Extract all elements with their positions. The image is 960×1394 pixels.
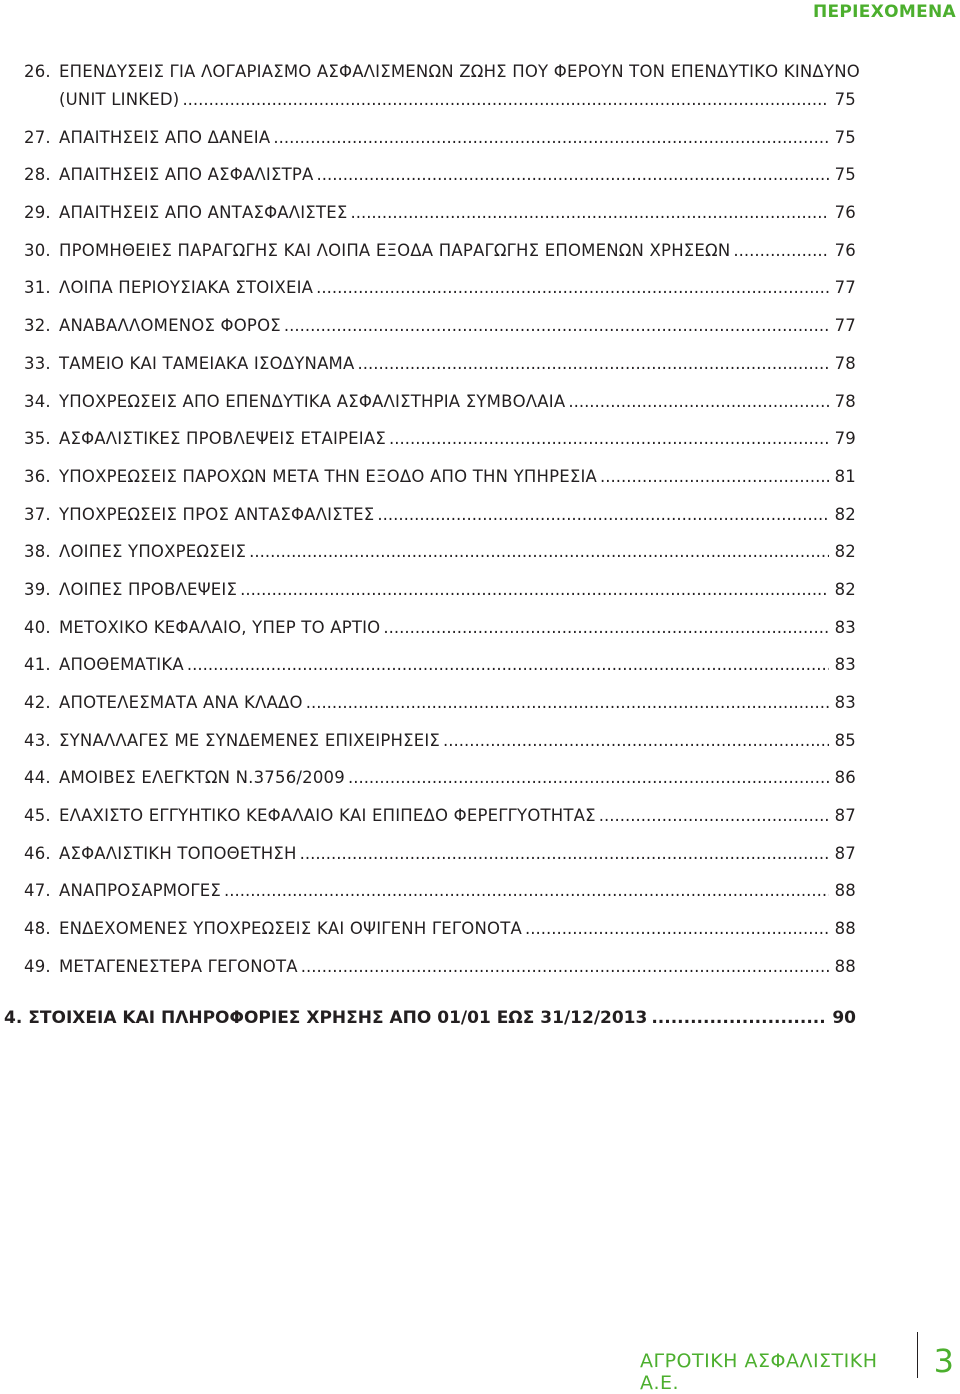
toc-entry-title: ΑΜΟΙΒΕΣ ΕΛΕΓΚΤΩΝ Ν.3756/2009 bbox=[59, 768, 345, 788]
toc-entry-page: 77 bbox=[834, 278, 856, 298]
toc-entry-title-continued: (UNIT LINKED) bbox=[59, 90, 180, 109]
dot-leader bbox=[599, 806, 829, 825]
dot-leader bbox=[443, 731, 829, 750]
dot-leader bbox=[377, 505, 829, 524]
toc-entry-title: ΑΣΦΑΛΙΣΤΙΚΗ ΤΟΠΟΘΕΤΗΣΗ bbox=[59, 843, 297, 863]
toc-entry[interactable] bbox=[24, 542, 856, 580]
toc-entry-title: ΠΡΟΜΗΘΕΙΕΣ ΠΑΡΑΓΩΓΗΣ ΚΑΙ ΛΟΙΠΑ ΕΞΟΔΑ ΠΑΡΑΓΩΓΗΣ ΕΠΟΜΕΝΩΝ ΧΡΗΣΕΩΝ bbox=[59, 240, 731, 260]
toc-entry-title: ΜΕΤΑΓΕΝΕΣΤΕΡΑ ΓΕΓΟΝΟΤΑ bbox=[59, 956, 298, 976]
dot-leader bbox=[284, 316, 829, 335]
page-footer bbox=[640, 1342, 960, 1394]
dot-leader bbox=[316, 278, 829, 297]
toc-entry[interactable] bbox=[24, 392, 856, 430]
toc-entry-number: 29. bbox=[24, 203, 51, 223]
toc-entry-page: 78 bbox=[834, 391, 856, 411]
toc-entry-page: 87 bbox=[834, 806, 856, 826]
toc-entry-page: 85 bbox=[834, 730, 856, 750]
toc-entry-26-continued[interactable] bbox=[24, 90, 856, 128]
toc-entry-title: ΕΛΑΧΙΣΤΟ ΕΓΓΥΗΤΙΚΟ ΚΕΦΑΛΑΙΟ ΚΑΙ ΕΠΙΠΕΔΟ ΦΕΡΕΓΓΥΟΤΗΤΑΣ bbox=[59, 806, 596, 826]
toc-entry-page: 79 bbox=[834, 429, 856, 449]
dot-leader bbox=[525, 919, 829, 938]
toc-entry-page: 78 bbox=[834, 353, 856, 373]
footer-company-name: ΑΓΡΟΤΙΚΗ ΑΣΦΑΛΙΣΤΙΚΗ Α.Ε. bbox=[640, 1350, 878, 1394]
toc-entry-number: 28. bbox=[24, 165, 51, 185]
toc-major-number: 4. bbox=[4, 1008, 23, 1028]
toc-entry-number: 40. bbox=[24, 617, 51, 637]
toc-entry[interactable] bbox=[24, 768, 856, 806]
toc-entry-title: ΣΥΝΑΛΛΑΓΕΣ ΜΕ ΣΥΝΔΕΜΕΝΕΣ ΕΠΙΧΕΙΡΗΣΕΙΣ bbox=[59, 730, 441, 750]
toc-entry-number: 39. bbox=[24, 579, 51, 599]
toc-entry-page: 88 bbox=[834, 881, 856, 901]
toc-entry-title: ΑΠΑΙΤΗΣΕΙΣ ΑΠΟ ΑΝΤΑΣΦΑΛΙΣΤΕΣ bbox=[59, 203, 348, 223]
toc-entry-26[interactable] bbox=[24, 62, 860, 90]
toc-entry-number: 27. bbox=[24, 127, 51, 147]
toc-entry-title: ΥΠΟΧΡΕΩΣΕΙΣ ΠΡΟΣ ΑΝΤΑΣΦΑΛΙΣΤΕΣ bbox=[59, 504, 375, 524]
toc-entry-page: 83 bbox=[834, 617, 856, 637]
toc-entry-number: 38. bbox=[24, 542, 51, 562]
toc-entry-page: 87 bbox=[834, 843, 856, 863]
toc-entry[interactable] bbox=[24, 655, 856, 693]
toc-entry-page: 83 bbox=[834, 655, 856, 675]
toc-entry-number: 43. bbox=[24, 730, 51, 750]
dot-leader bbox=[568, 392, 829, 411]
toc-entry-page: 75 bbox=[834, 127, 856, 147]
toc-entry[interactable] bbox=[24, 241, 856, 279]
toc-entry-number: 44. bbox=[24, 768, 51, 788]
toc-entry[interactable] bbox=[24, 354, 856, 392]
toc-entry-number: 26. bbox=[24, 62, 51, 81]
toc-entry[interactable] bbox=[24, 731, 856, 769]
toc-entry-number: 49. bbox=[24, 956, 51, 976]
dot-leader bbox=[300, 844, 829, 863]
toc-entry[interactable] bbox=[24, 278, 856, 316]
toc-major-section-4[interactable] bbox=[4, 1008, 856, 1028]
toc-entry-page: 82 bbox=[834, 542, 856, 562]
dot-leader bbox=[273, 128, 829, 147]
toc-entry-page: 75 bbox=[834, 165, 856, 185]
toc-entry-number: 46. bbox=[24, 843, 51, 863]
dot-leader bbox=[317, 165, 829, 184]
toc-entry[interactable] bbox=[24, 165, 856, 203]
toc-entry-page: 88 bbox=[834, 919, 856, 939]
toc-entry[interactable] bbox=[24, 806, 856, 844]
toc-entry-title: ΑΠΟΘΕΜΑΤΙΚΑ bbox=[59, 655, 184, 675]
dot-leader bbox=[357, 354, 829, 373]
toc-entry-page: 88 bbox=[834, 956, 856, 976]
toc-entry[interactable] bbox=[24, 316, 856, 354]
toc-major-title: ΣΤΟΙΧΕΙΑ ΚΑΙ ΠΛΗΡΟΦΟΡΙΕΣ ΧΡΗΣΗΣ ΑΠΟ 01/01 ΕΩΣ 31/12/2013 bbox=[28, 1008, 648, 1028]
toc-entry-title: ΑΠΟΤΕΛΕΣΜΑΤΑ ΑΝΑ ΚΛΑΔΟ bbox=[59, 693, 303, 712]
toc-entry[interactable] bbox=[24, 618, 856, 656]
toc-entry-number: 42. bbox=[24, 693, 51, 712]
toc-entry[interactable] bbox=[24, 693, 856, 731]
toc-entry-title: ΑΝΑΠΡΟΣΑΡΜΟΓΕΣ bbox=[59, 881, 221, 901]
toc-entry-title: ΛΟΙΠΑ ΠΕΡΙΟΥΣΙΑΚΑ ΣΤΟΙΧΕΙΑ bbox=[59, 278, 314, 298]
toc-entry-page: 86 bbox=[834, 768, 856, 788]
dot-leader bbox=[182, 90, 829, 109]
toc-entry-page: 82 bbox=[834, 579, 856, 599]
toc-entry-title: ΕΠΕΝΔΥΣΕΙΣ ΓΙΑ ΛΟΓΑΡΙΑΣΜΟ ΑΣΦΑΛΙΣΜΕΝΩΝ ΖΩΗΣ ΠΟΥ ΦΕΡΟΥΝ ΤΟΝ ΕΠΕΝΔΥΤΙΚΟ ΚΙΝΔΥΝΟ bbox=[59, 62, 860, 81]
toc-entry-page: 77 bbox=[834, 316, 856, 336]
toc-entry-page: 82 bbox=[834, 504, 856, 524]
toc-entry-number: 36. bbox=[24, 466, 51, 486]
toc-entry[interactable] bbox=[24, 429, 856, 467]
toc-entry[interactable] bbox=[24, 505, 856, 543]
toc-entry-number: 35. bbox=[24, 429, 51, 449]
toc-entry-number: 47. bbox=[24, 881, 51, 901]
toc-entry-number: 41. bbox=[24, 655, 51, 675]
toc-entry-title: ΛΟΙΠΕΣ ΥΠΟΧΡΕΩΣΕΙΣ bbox=[59, 542, 247, 562]
toc-entry-title: ΑΠΑΙΤΗΣΕΙΣ ΑΠΟ ΔΑΝΕΙΑ bbox=[59, 127, 271, 147]
toc-entry[interactable] bbox=[24, 919, 856, 957]
toc-entry-page: 76 bbox=[834, 240, 856, 260]
toc-entry-number: 31. bbox=[24, 278, 51, 298]
dot-leader bbox=[348, 768, 829, 787]
dot-leader bbox=[600, 467, 829, 486]
dot-leader bbox=[389, 429, 829, 448]
toc-entry-number: 37. bbox=[24, 504, 51, 524]
toc-entry-number: 33. bbox=[24, 353, 51, 373]
toc-entry-title: ΕΝΔΕΧΟΜΕΝΕΣ ΥΠΟΧΡΕΩΣΕΙΣ ΚΑΙ ΟΨΙΓΕΝΗ ΓΕΓΟΝΟΤΑ bbox=[59, 919, 522, 939]
dot-leader bbox=[224, 881, 829, 900]
toc-entry-title: ΑΠΑΙΤΗΣΕΙΣ ΑΠΟ ΑΣΦΑΛΙΣΤΡΑ bbox=[59, 165, 314, 185]
toc-entry[interactable] bbox=[24, 467, 856, 505]
toc-entry-number: 34. bbox=[24, 391, 51, 411]
toc-entry-title: ΤΑΜΕΙΟ ΚΑΙ ΤΑΜΕΙΑΚΑ ΙΣΟΔΥΝΑΜΑ bbox=[59, 353, 355, 373]
footer-page-number: 3 bbox=[933, 1342, 954, 1380]
toc-entry[interactable] bbox=[24, 957, 856, 995]
dot-leader bbox=[240, 580, 829, 599]
dot-leader bbox=[350, 203, 829, 222]
toc-entry-title: ΑΣΦΑΛΙΣΤΙΚΕΣ ΠΡΟΒΛΕΨΕΙΣ ΕΤΑΙΡΕΙΑΣ bbox=[59, 429, 386, 449]
toc-entry-page: 76 bbox=[834, 203, 856, 223]
dot-leader bbox=[301, 957, 829, 976]
toc-major-page: 90 bbox=[832, 1008, 856, 1028]
toc-entry-page: 83 bbox=[834, 693, 856, 712]
toc-entry-title: ΜΕΤΟΧΙΚΟ ΚΕΦΑΛΑΙΟ, ΥΠΕΡ ΤΟ ΑΡΤΙΟ bbox=[59, 617, 381, 637]
toc-entry-title: ΛΟΙΠΕΣ ΠΡΟΒΛΕΨΕΙΣ bbox=[59, 579, 238, 599]
dot-leader bbox=[187, 655, 829, 674]
dot-leader bbox=[733, 241, 829, 260]
dot-leader bbox=[651, 1008, 826, 1028]
toc-entry-title: ΥΠΟΧΡΕΩΣΕΙΣ ΑΠΟ ΕΠΕΝΔΥΤΙΚΑ ΑΣΦΑΛΙΣΤΗΡΙΑ ΣΥΜΒΟΛΑΙΑ bbox=[59, 391, 566, 411]
table-of-contents bbox=[24, 62, 860, 995]
toc-entry-number: 30. bbox=[24, 240, 51, 260]
dot-leader bbox=[306, 693, 829, 712]
toc-entry[interactable] bbox=[24, 580, 856, 618]
footer-divider bbox=[917, 1332, 918, 1378]
toc-entry-title: ΑΝΑΒΑΛΛΟΜΕΝΟΣ ΦΟΡΟΣ bbox=[59, 316, 281, 336]
toc-entry-number: 45. bbox=[24, 806, 51, 826]
toc-entry[interactable] bbox=[24, 881, 856, 919]
toc-entry[interactable] bbox=[24, 128, 856, 166]
page-header-title: ΠΕΡΙΕΧΟΜΕΝΑ bbox=[812, 2, 956, 22]
toc-entry-number: 48. bbox=[24, 919, 51, 939]
dot-leader bbox=[249, 542, 829, 561]
toc-entry-page: 81 bbox=[834, 466, 856, 486]
toc-entry-number: 32. bbox=[24, 316, 51, 336]
toc-entry[interactable] bbox=[24, 203, 856, 241]
dot-leader bbox=[383, 618, 829, 637]
toc-entry-page: 75 bbox=[834, 90, 856, 109]
toc-entry-title: ΥΠΟΧΡΕΩΣΕΙΣ ΠΑΡΟΧΩΝ ΜΕΤΑ ΤΗΝ ΕΞΟΔΟ ΑΠΟ ΤΗΝ ΥΠΗΡΕΣΙΑ bbox=[59, 466, 598, 486]
toc-entry[interactable] bbox=[24, 844, 856, 882]
